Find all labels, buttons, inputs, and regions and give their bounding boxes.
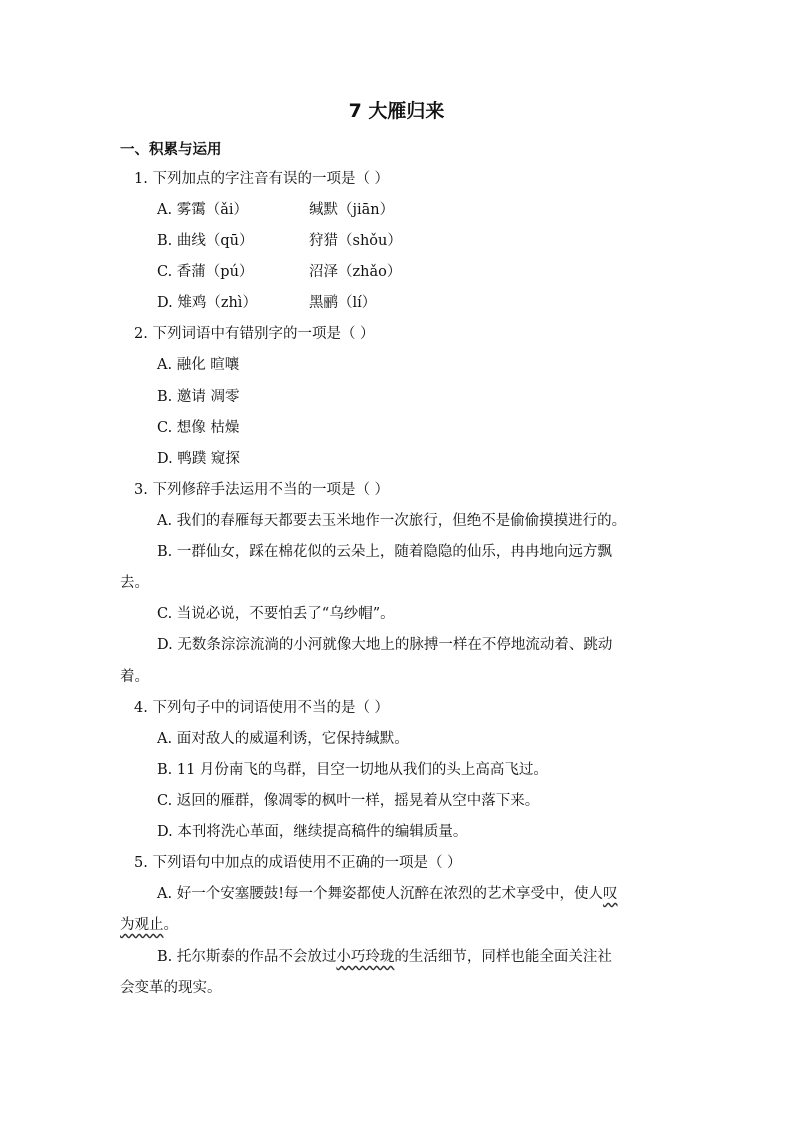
q3-option-d-line1: D. 无数条淙淙流淌的小河就像大地上的脉搏一样在不停地流动着、跳动 bbox=[157, 637, 613, 653]
page-title: 7 大雁归来 bbox=[348, 100, 445, 122]
q1-option-b bbox=[157, 230, 402, 252]
q3-option-a: A. 我们的春雁每天都要去玉米地作一次旅行，但绝不是偷偷摸摸进行的。 bbox=[157, 513, 627, 529]
q3-option-b-line1: B. 一群仙女，踩在棉花似的云朵上，随着隐隐的仙乐，冉冉地向远方飘 bbox=[157, 544, 612, 560]
q1-option-d bbox=[157, 292, 377, 314]
q3-option-b-line2: 去。 bbox=[120, 575, 149, 591]
q3-option-d-line2: 着。 bbox=[120, 669, 149, 685]
q1-d-word2: 黑鹂（lí） bbox=[309, 295, 377, 311]
q5-b-idiom: 小巧玲珑 bbox=[336, 949, 395, 965]
q5-b-text-post: 的生活细节，同样也能全面关注社 bbox=[394, 949, 612, 965]
q1-b-word1: B. 曲线（qū） bbox=[157, 233, 254, 249]
q2-option-c: C. 想像 枯燥 bbox=[157, 420, 240, 436]
q5-b-text-pre: B. 托尔斯泰的作品不会放过 bbox=[157, 949, 337, 965]
q2-option-a: A. 融化 暄嚷 bbox=[157, 357, 240, 373]
q5-a-idiom-part1: 叹 bbox=[603, 886, 618, 902]
q5-option-a-line1 bbox=[157, 883, 618, 905]
q1-c-word1: C. 香蒲（pú） bbox=[157, 264, 254, 280]
q4-option-b: B. 11 月份南飞的鸟群，目空一切地从我们的头上高高飞过。 bbox=[157, 762, 548, 778]
q1-option-a bbox=[157, 199, 395, 221]
q5-option-a-line2 bbox=[120, 914, 178, 936]
question-4-stem: 4. 下列句子中的词语使用不当的是（ ） bbox=[134, 700, 390, 716]
q4-option-c: C. 返回的雁群，像凋零的枫叶一样，摇晃着从空中落下来。 bbox=[157, 793, 540, 809]
q5-a-end: 。 bbox=[163, 917, 178, 933]
q1-d-word1: D. 雉鸡（zhì） bbox=[157, 295, 257, 311]
q3-option-c: C. 当说必说，不要怕丢了“乌纱帽”。 bbox=[157, 606, 395, 622]
q1-option-c bbox=[157, 261, 402, 283]
q5-a-idiom-part2: 为观止 bbox=[120, 917, 164, 933]
question-2-stem: 2. 下列词语中有错别字的一项是（ ） bbox=[134, 326, 375, 342]
question-5-stem: 5. 下列语句中加点的成语使用不正确的一项是（ ） bbox=[134, 855, 462, 871]
q1-a-word1: A. 雾霭（ǎi） bbox=[157, 202, 248, 218]
q4-option-d: D. 本刊将洗心革面，继续提高稿件的编辑质量。 bbox=[157, 824, 468, 840]
q2-option-b: B. 邀请 凋零 bbox=[157, 389, 240, 405]
q2-option-d: D. 鸭蹼 窥探 bbox=[157, 451, 240, 467]
q1-b-word2: 狩猎（shǒu） bbox=[309, 233, 402, 249]
q4-option-a: A. 面对敌人的威逼利诱，它保持缄默。 bbox=[157, 731, 409, 747]
q1-c-word2: 沼泽（zhǎo） bbox=[309, 264, 402, 280]
q1-a-word2: 缄默（jiān） bbox=[309, 202, 395, 218]
q5-option-b-line1 bbox=[157, 946, 612, 968]
question-1-stem: 1. 下列加点的字注音有误的一项是（ ） bbox=[134, 171, 390, 187]
question-3-stem: 3. 下列修辞手法运用不当的一项是（ ） bbox=[134, 482, 390, 498]
q5-a-text: A. 好一个安塞腰鼓!每一个舞姿都使人沉醉在浓烈的艺术享受中，使人 bbox=[157, 886, 604, 902]
section-heading: 一、积累与运用 bbox=[120, 142, 222, 158]
q5-option-b-line2: 会变革的现实。 bbox=[120, 980, 222, 996]
